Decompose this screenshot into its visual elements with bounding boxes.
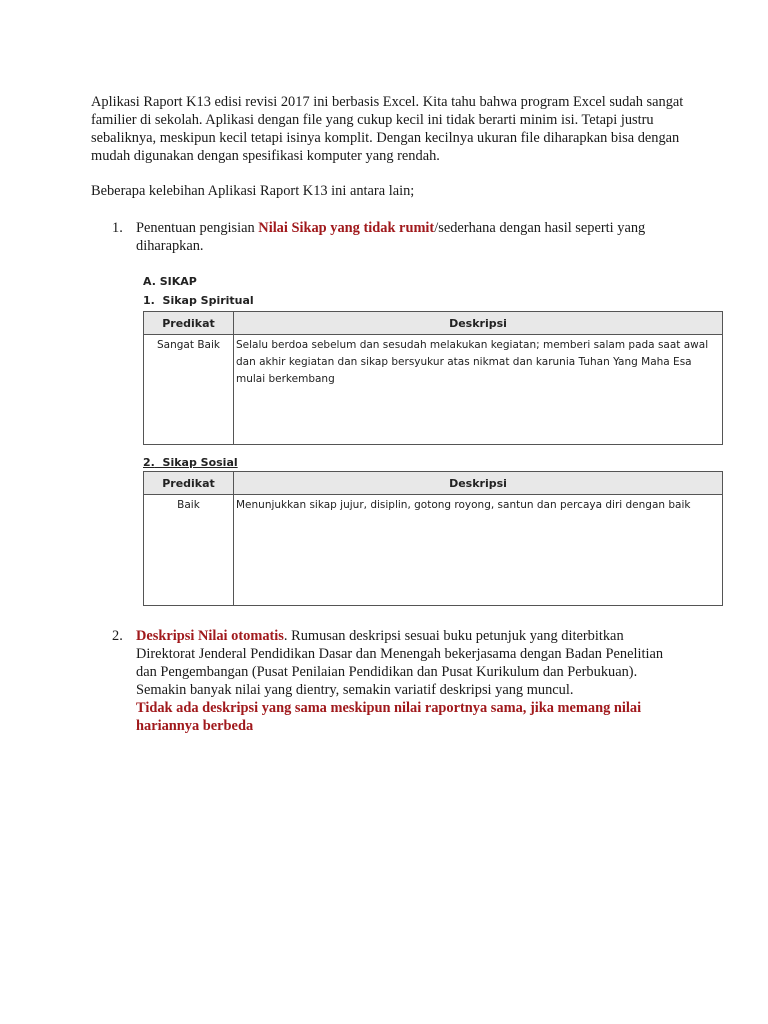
- text-before: Penentuan pengisian: [136, 220, 259, 236]
- text-after: . Rumusan deskripsi sesuai buku petunjuk yang diterbitkan Direktorat Jenderal Pendidikan Dasar dan Menengah bekerjasama dengan Badan Penelitian dan Pengembangan (Pusat Penilaian Pendidikan dan Pusat Kurikulum dan Perbukuan). Semakin banyak nilai yang dientry, semakin variatif deskripsi yang muncul.: [136, 628, 664, 698]
- col-predikat: Predikat: [144, 312, 234, 335]
- heading-number: 2.: [143, 456, 155, 469]
- heading-text: Sikap Spiritual: [162, 294, 254, 307]
- heading-number: 1.: [143, 294, 155, 307]
- cell-deskripsi: Menunjukkan sikap jujur, disiplin, gotong royong, santun dan percaya diri dengan baik: [234, 495, 723, 606]
- cell-predikat: Baik: [144, 495, 234, 606]
- section-heading-sikap: A. SIKAP: [143, 275, 197, 288]
- heading-sikap-sosial: [143, 456, 238, 469]
- emphasis-text: Tidak ada deskripsi yang sama meskipun nilai raportnya sama, jika memang nilai hariannya berbeda: [136, 700, 642, 734]
- highlight-nilai-sikap: Nilai Sikap yang tidak rumit: [258, 220, 435, 236]
- lead-paragraph: Beberapa kelebihan Aplikasi Raport K13 ini antara lain;: [91, 183, 415, 199]
- list-text: [136, 219, 684, 255]
- text-after: /sederhana dengan hasil seperti yang diharapkan.: [136, 220, 646, 254]
- table-sikap-spiritual: [143, 311, 723, 445]
- list-number: 2.: [112, 628, 123, 644]
- cell-deskripsi: Selalu berdoa sebelum dan sesudah melakukan kegiatan; memberi salam pada saat awal dan akhir kegiatan dan sikap bersyukur atas nikmat dan karunia Tuhan Yang Maha Esa mulai berkembang: [234, 335, 723, 445]
- list-text: [136, 627, 684, 735]
- col-deskripsi: Deskripsi: [234, 472, 723, 495]
- col-deskripsi: Deskripsi: [234, 312, 723, 335]
- intro-paragraph: Aplikasi Raport K13 edisi revisi 2017 ini berbasis Excel. Kita tahu bahwa program Excel sudah sangat familier di sekolah. Aplikasi dengan file yang cukup kecil ini tidak berarti minim isi. Tetapi justru sebaliknya, meskipun kecil tetapi isinya komplit. Dengan kecilnya ukuran file diharapkan bisa dengan mudah digunakan dengan spesifikasi komputer yang rendah.: [91, 94, 684, 164]
- heading-text: Sikap Sosial: [162, 456, 238, 469]
- highlight-deskripsi: Deskripsi Nilai otomatis: [136, 628, 284, 644]
- list-number: 1.: [112, 220, 123, 236]
- table-sikap-sosial: [143, 471, 723, 606]
- cell-predikat: Sangat Baik: [144, 335, 234, 445]
- heading-sikap-spiritual: [143, 294, 254, 307]
- col-predikat: Predikat: [144, 472, 234, 495]
